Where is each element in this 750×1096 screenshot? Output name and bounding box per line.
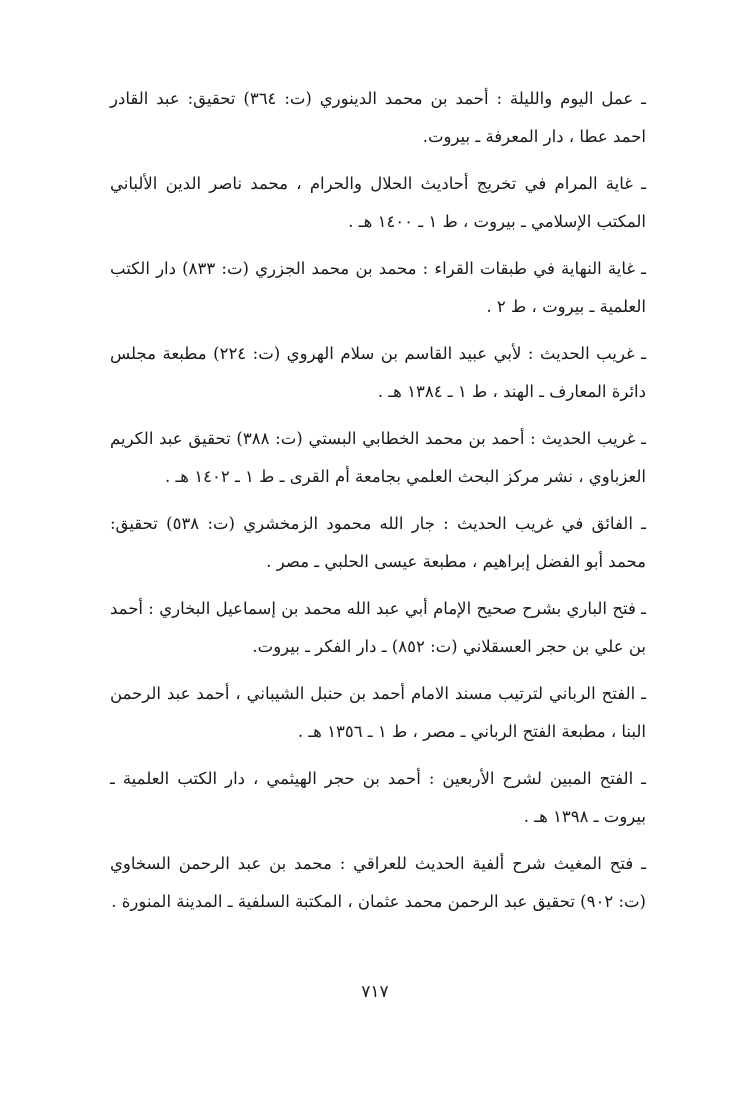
bibliography-entry: ـ الفائق في غريب الحديث : جار الله محمود الزمخشري (ت: ٥٣٨) تحقيق: محمد أبو الفضل إبراهيم ، مطبعة عيسى الحلبي ـ مصر . xyxy=(110,514,646,571)
bibliography-list xyxy=(110,80,646,930)
bibliography-entry: ـ فتح المغيث شرح ألفية الحديث للعراقي : محمد بن عبد الرحمن السخاوي (ت: ٩٠٢) تحقيق عبد الرحمن محمد عثمان ، المكتبة السلفية ـ المدينة المنورة . xyxy=(110,854,646,911)
bibliography-entry: ـ غريب الحديث : أحمد بن محمد الخطابي البستي (ت: ٣٨٨) تحقيق عبد الكريم العزباوي ، نشر مركز البحث العلمي بجامعة أم القرى ـ ط ١ ـ ١٤٠٢ هـ . xyxy=(110,429,646,486)
page-number: ٧١٧ xyxy=(361,982,389,1002)
bibliography-entry: ـ الفتح المبين لشرح الأربعين : أحمد بن حجر الهيثمي ، دار الكتب العلمية ـ بيروت ـ ١٣٩٨ هـ . xyxy=(110,769,646,826)
bibliography-entry: ـ فتح الباري بشرح صحيح الإمام أبي عبد الله محمد بن إسماعيل البخاري : أحمد بن علي بن حجر العسقلاني (ت: ٨٥٢) ـ دار الفكر ـ بيروت. xyxy=(110,599,646,656)
bibliography-entry: ـ غاية النهاية في طبقات القراء : محمد بن محمد الجزري (ت: ٨٣٣) دار الكتب العلمية ـ بيروت ، ط ٢ . xyxy=(110,259,646,316)
bibliography-entry: ـ عمل اليوم والليلة : أحمد بن محمد الدينوري (ت: ٣٦٤) تحقيق: عبد القادر احمد عطا ، دار المعرفة ـ بيروت. xyxy=(110,89,646,146)
bibliography-entry: ـ غريب الحديث : لأبي عبيد القاسم بن سلام الهروي (ت: ٢٢٤) مطبعة مجلس دائرة المعارف ـ الهند ، ط ١ ـ ١٣٨٤ هـ . xyxy=(110,344,646,401)
bibliography-entry: ـ غاية المرام في تخريج أحاديث الحلال والحرام ، محمد ناصر الدين الألباني المكتب الإسلامي ـ بيروت ، ط ١ ـ ١٤٠٠ هـ . xyxy=(110,174,646,231)
bibliography-entry: ـ الفتح الرباني لترتيب مسند الامام أحمد بن حنبل الشيباني ، أحمد عبد الرحمن البنا ، مطبعة الفتح الرباني ـ مصر ، ط ١ ـ ١٣٥٦ هـ . xyxy=(110,684,646,741)
